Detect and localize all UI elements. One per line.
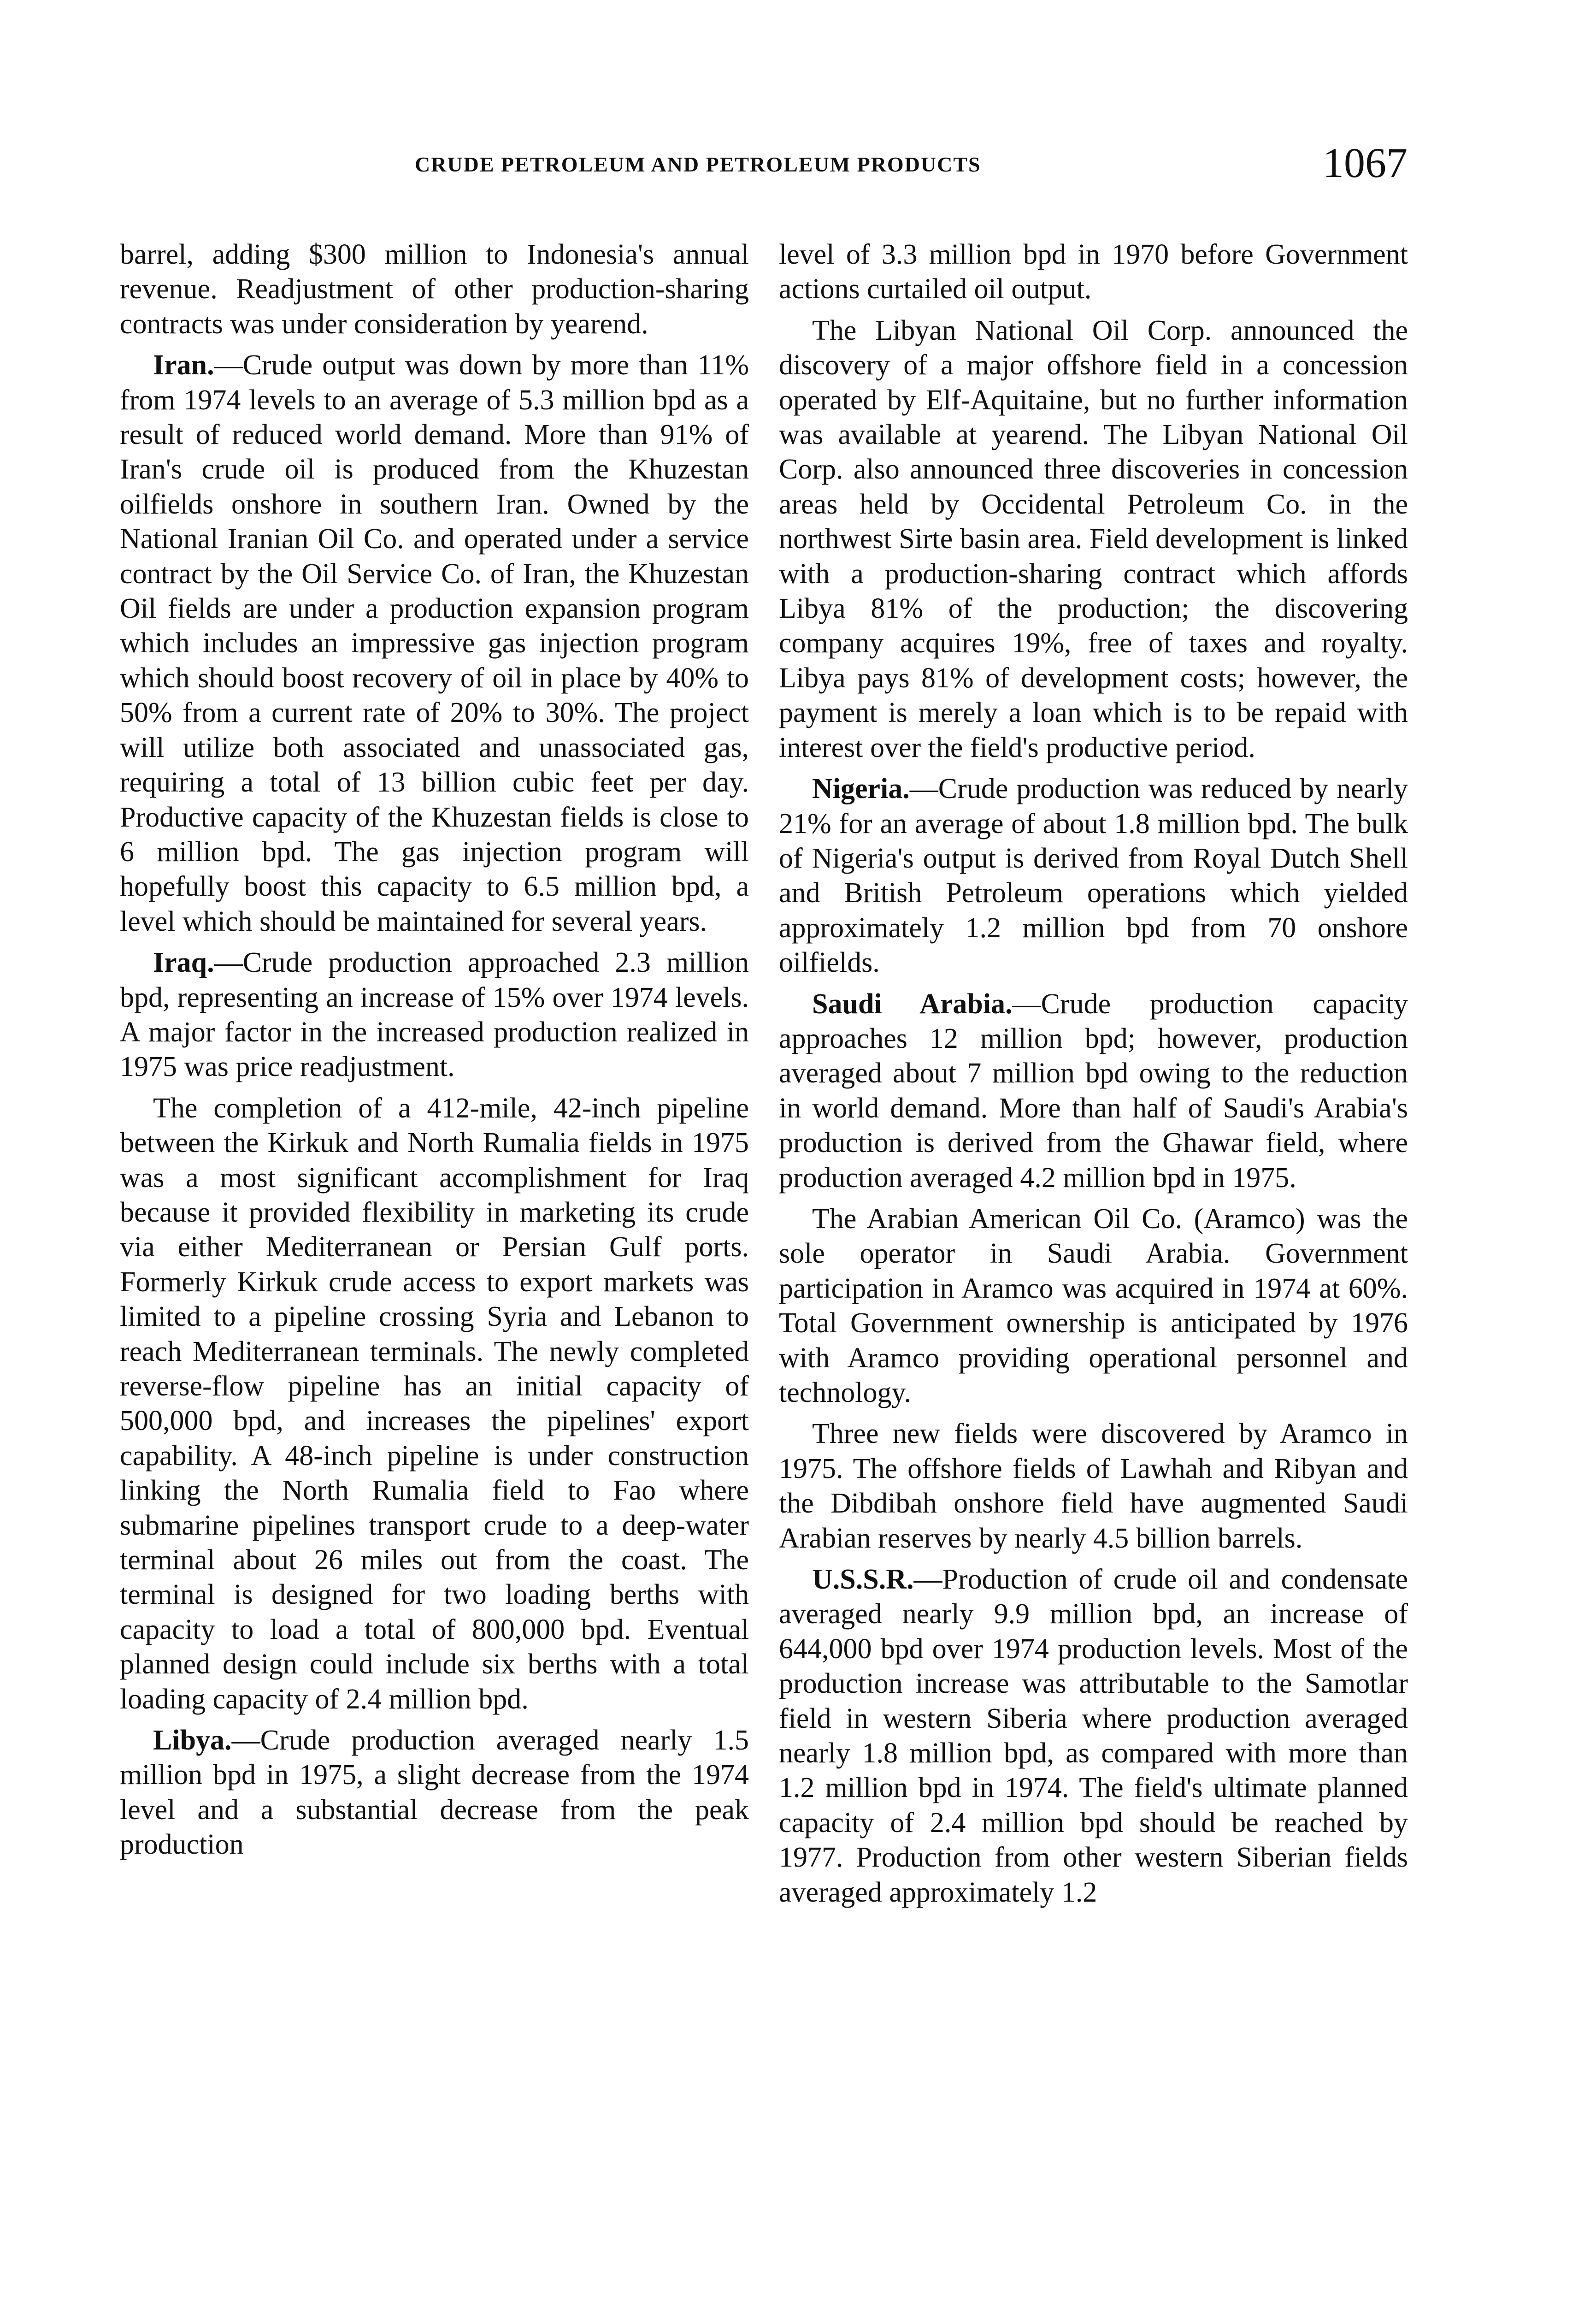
iran-heading: Iran. xyxy=(153,349,214,381)
libya-paragraph xyxy=(120,1723,749,1862)
saudi-arabia-paragraph xyxy=(779,987,1408,1195)
aramco-paragraph: The Arabian American Oil Co. (Aramco) was the sole operator in Saudi Arabia. Government participation in Aramco was acquired in 1974 at 60%. Total Government ownership is anticipated by 1976 with Aramco providing operational personnel and technology. xyxy=(779,1203,1408,1408)
new-fields-paragraph: Three new fields were discovered by Aramco in 1975. The offshore fields of Lawhah and Ribyan and the Dibdibah onshore field have augmented Saudi Arabian reserves by nearly 4.5 billion barrels. xyxy=(779,1418,1408,1554)
libya-oil-corp-paragraph: The Libyan National Oil Corp. announced the discovery of a major offshore field in a concession operated by Elf-Aquitaine, but no further information was available at yearend. The Libyan National Oil Corp. also announced three discoveries in concession areas held by Occidental Petroleum Co. in the northwest Sirte basin area. Field development is linked with a production-sharing contract which affords Libya 81% of the production; the discovering company acquires 19%, free of taxes and royalty. Libya pays 81% of development costs; however, the payment is merely a loan which is to be repaid with interest over the field's productive period. xyxy=(779,314,1408,763)
iraq-heading: Iraq. xyxy=(153,947,214,979)
saudi-arabia-text: —Crude production capacity approaches 12 million bpd; however, production averaged about 7 million bpd owing to the reduction in world demand. More than half of Saudi's Arabia's production is derived from the Ghawar field, where production averaged 4.2 million bpd in 1975. xyxy=(779,988,1408,1194)
saudi-arabia-heading: Saudi Arabia. xyxy=(812,988,1013,1020)
right-column xyxy=(779,237,1408,1916)
ussr-text: —Production of crude oil and condensate averaged nearly 9.9 million bpd, an increase of 644,000 bpd over 1974 production levels. Most of the production increase was attributable to the Samotlar field in western Siberia where production averaged nearly 1.8 million bpd, as compared with more than 1.2 million bpd in 1974. The field's ultimate planned capacity of 2.4 million bpd should be reached by 1977. Production from other western Siberian fields averaged approximately 1.2 xyxy=(779,1564,1408,1908)
libya-text: —Crude production averaged nearly 1.5 million bpd in 1975, a slight decrease from the 1974 level and a substantial decrease from the peak production xyxy=(120,1725,749,1861)
iraq-text: —Crude production approached 2.3 million bpd, representing an increase of 15% over 1974 levels. A major factor in the increased production realized in 1975 was price readjustment. xyxy=(120,947,749,1083)
iran-text: —Crude output was down by more than 11% from 1974 levels to an average of 5.3 million bpd as a result of reduced world demand. More than 91% of Iran's crude oil is produced from the Khuzestan oilfields onshore in southern Iran. Owned by the National Iranian Oil Co. and operated under a service contract by the Oil Service Co. of Iran, the Khuzestan Oil fields are under a production expansion program which includes an impressive gas injection program which should boost recovery of oil in place by 40% to 50% from a current rate of 20% to 30%. The project will utilize both associated and unassociated gas, requiring a total of 13 billion cubic feet per day. Productive capacity of the Khuzestan fields is close to 6 million bpd. The gas injection program will hopefully boost this capacity to 6.5 million bpd, a level which should be maintained for several years. xyxy=(120,349,749,937)
iraq-pipeline-paragraph: The completion of a 412-mile, 42-inch pipeline between the Kirkuk and North Rumalia fields in 1975 was a most significant accomplishment for Iraq because it provided flexibility in marketing its crude via either Mediterranean or Persian Gulf ports. Formerly Kirkuk crude access to export markets was limited to a pipeline crossing Syria and Lebanon to reach Mediterranean terminals. The newly completed reverse-flow pipeline has an initial capacity of 500,000 bpd, and increases the pipelines' export capability. A 48-inch pipeline is under construction linking the North Rumalia field to Fao where submarine pipelines transport crude to a deep-water terminal about 26 miles out from the coast. The terminal is designed for two loading berths with capacity to load a total of 800,000 bpd. Eventual planned design could include six berths with a total loading capacity of 2.4 million bpd. xyxy=(120,1092,749,1715)
ussr-paragraph xyxy=(779,1562,1408,1910)
nigeria-paragraph xyxy=(779,772,1408,980)
iran-paragraph xyxy=(120,348,749,939)
iraq-paragraph xyxy=(120,946,749,1085)
left-column xyxy=(120,237,749,1869)
running-head: CRUDE PETROLEUM AND PETROLEUM PRODUCTS xyxy=(415,153,981,176)
ussr-heading: U.S.S.R. xyxy=(812,1564,914,1596)
libya-heading: Libya. xyxy=(153,1725,232,1756)
nigeria-text: —Crude production was reduced by nearly 21% for an average of about 1.8 million bpd. The bulk of Nigeria's output is derived from Royal Dutch Shell and British Petroleum operations which yielded approximately 1.2 million bpd from 70 onshore oilfields. xyxy=(779,773,1408,979)
libya-paragraph-continued: level of 3.3 million bpd in 1970 before Government actions curtailed oil output. xyxy=(779,239,1408,305)
indonesia-paragraph-end: barrel, adding $300 million to Indonesia's annual revenue. Readjustment of other production-sharing contracts was under consideration by yearend. xyxy=(120,239,749,340)
nigeria-heading: Nigeria. xyxy=(812,773,910,805)
page-number: 1067 xyxy=(1323,139,1408,186)
